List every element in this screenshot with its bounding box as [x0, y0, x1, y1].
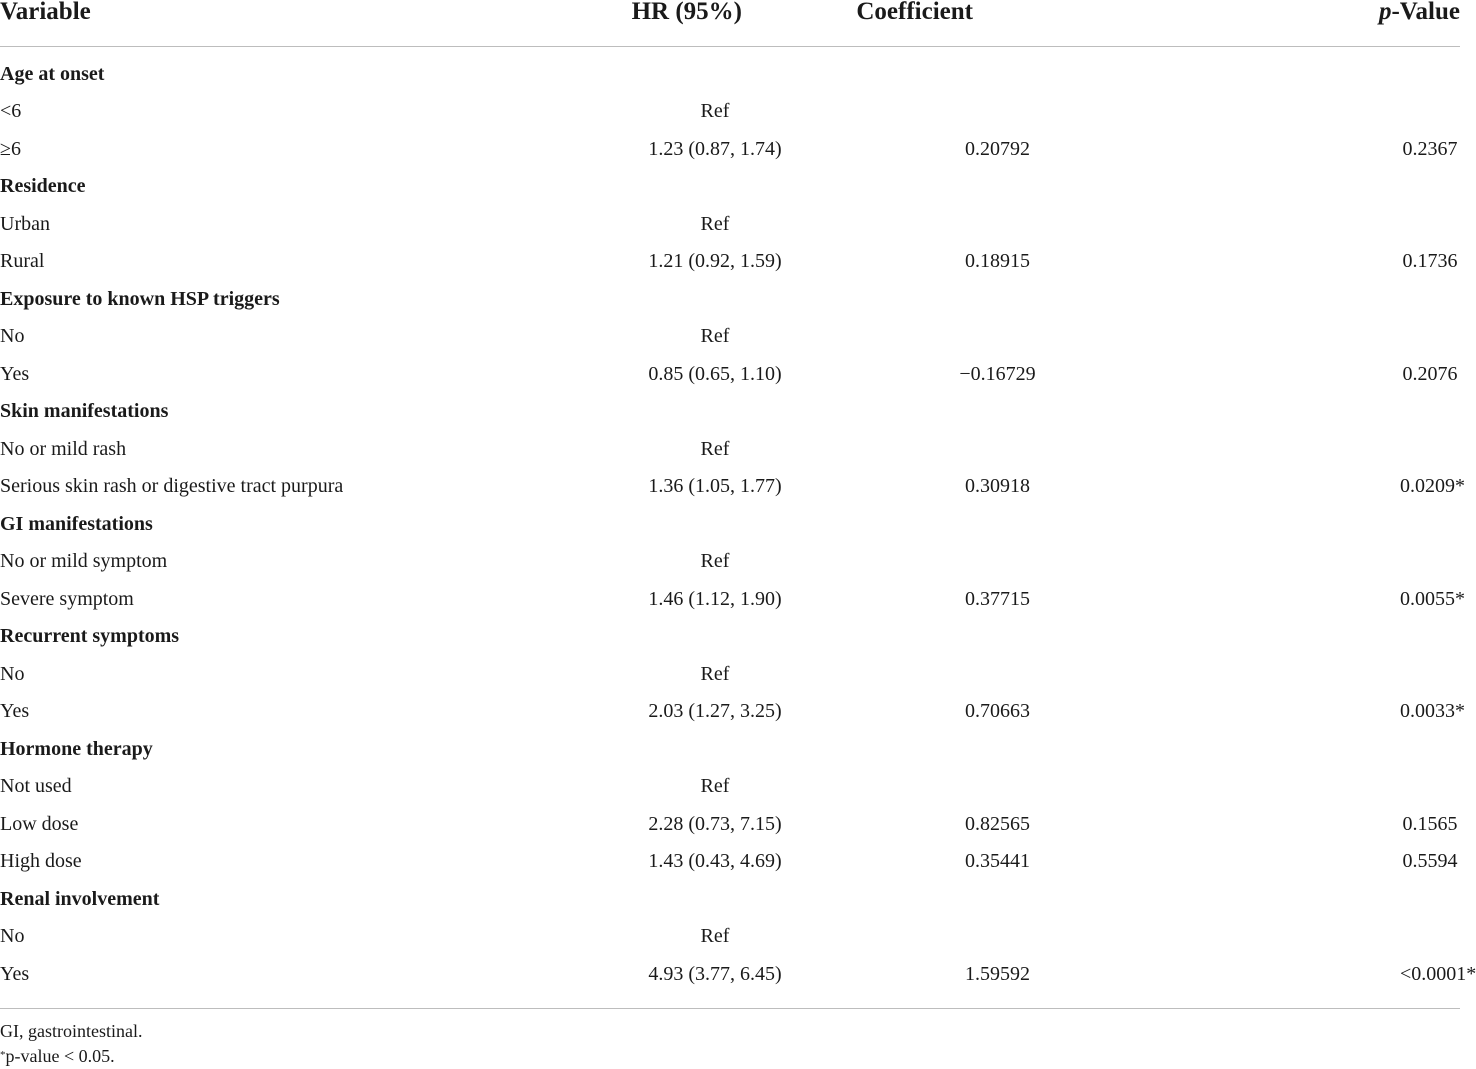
cell-hr [560, 618, 810, 656]
header-p-value [1310, 0, 1460, 47]
header-row [0, 0, 1460, 47]
cell-p-value [1310, 655, 1460, 693]
cell-hr: Ref [700, 775, 730, 798]
cell-hr [560, 880, 810, 918]
cell-hr [560, 280, 810, 318]
table-row [0, 805, 1460, 843]
cell-coefficient [810, 880, 1310, 918]
cell-p-value: 0.2367 [1402, 137, 1458, 160]
table-row [0, 543, 1460, 581]
group-header-row [0, 47, 1460, 93]
cell-variable: Yes [0, 962, 30, 985]
cell-variable: No or mild symptom [0, 550, 168, 573]
cell-coefficient: 0.18915 [965, 250, 1030, 273]
cell-coefficient: 0.37715 [965, 587, 1030, 610]
cell-variable: <6 [0, 100, 22, 123]
cell-coefficient [810, 505, 1310, 543]
cell-coefficient [810, 47, 1310, 93]
cell-coefficient [810, 618, 1310, 656]
cell-p-value [1310, 918, 1460, 956]
group-header-row [0, 393, 1460, 431]
cell-coefficient: 0.70663 [965, 700, 1030, 723]
cell-variable: Renal involvement [0, 887, 160, 910]
cell-p-value [1310, 205, 1460, 243]
cell-coefficient: 1.59592 [965, 962, 1030, 985]
cell-variable: Age at onset [0, 62, 105, 85]
cell-coefficient: 0.20792 [965, 137, 1030, 160]
cell-p-value: 0.5594 [1402, 850, 1458, 873]
cell-variable: Not used [0, 775, 72, 798]
cell-hr: 2.03 (1.27, 3.25) [648, 700, 782, 723]
cell-hr [560, 730, 810, 768]
table-row [0, 768, 1460, 806]
table-row [0, 318, 1460, 356]
table-body [0, 47, 1476, 1007]
cell-coefficient [810, 430, 1310, 468]
table-header [0, 0, 1460, 47]
group-header-row [0, 280, 1460, 318]
footnote-asterisk: * [0, 1049, 6, 1061]
table-footnotes [0, 1019, 142, 1069]
cell-p-value [1310, 168, 1460, 206]
cell-variable: No [0, 925, 25, 948]
cell-hr: Ref [700, 925, 730, 948]
cell-p-value [1310, 730, 1460, 768]
cell-hr [560, 168, 810, 206]
group-header-row [0, 730, 1460, 768]
table-row [0, 468, 1460, 506]
table-row [0, 205, 1460, 243]
cell-hr: Ref [700, 212, 730, 235]
table-row [0, 955, 1460, 1007]
table-row [0, 693, 1460, 731]
cell-variable: Rural [0, 250, 45, 273]
cell-variable: No [0, 662, 25, 685]
cell-p-value: 0.0055* [1400, 587, 1465, 610]
cell-hr: 1.36 (1.05, 1.77) [648, 475, 782, 498]
cell-hr: Ref [700, 550, 730, 573]
cell-coefficient [810, 168, 1310, 206]
cell-coefficient [810, 93, 1310, 131]
cell-p-value [1310, 280, 1460, 318]
cell-variable: Severe symptom [0, 587, 134, 610]
cell-variable: Residence [0, 175, 86, 198]
cell-hr: 1.23 (0.87, 1.74) [648, 137, 782, 160]
table-row [0, 918, 1460, 956]
cell-p-value [1310, 430, 1460, 468]
cell-variable: High dose [0, 850, 82, 873]
cell-variable: Hormone therapy [0, 737, 153, 760]
cell-p-value [1310, 880, 1460, 918]
cell-p-value [1310, 93, 1460, 131]
cell-coefficient: 0.30918 [965, 475, 1030, 498]
cell-p-value: 0.2076 [1402, 362, 1458, 385]
cell-hr [560, 393, 810, 431]
cell-hr: 4.93 (3.77, 6.45) [648, 962, 782, 985]
group-header-row [0, 505, 1460, 543]
cell-coefficient [810, 768, 1310, 806]
table-row [0, 843, 1460, 881]
cell-hr [560, 47, 810, 93]
cell-coefficient: 0.82565 [965, 812, 1030, 835]
cell-p-value [1310, 768, 1460, 806]
cell-variable: Skin manifestations [0, 400, 169, 423]
group-header-row [0, 880, 1460, 918]
cell-variable: Yes [0, 362, 30, 385]
footnote-significance [0, 1044, 142, 1069]
cell-variable: GI manifestations [0, 512, 153, 535]
header-p-rest: -Value [1391, 0, 1460, 25]
cell-coefficient [810, 393, 1310, 431]
cell-variable: No or mild rash [0, 437, 127, 460]
cell-variable: No [0, 325, 25, 348]
cell-p-value [1310, 393, 1460, 431]
cell-hr: 0.85 (0.65, 1.10) [648, 362, 782, 385]
cell-variable: Urban [0, 212, 50, 235]
cell-p-value [1310, 505, 1460, 543]
cell-p-value: 0.1736 [1402, 250, 1458, 273]
cell-variable: Exposure to known HSP triggers [0, 287, 280, 310]
group-header-row [0, 168, 1460, 206]
table-row [0, 130, 1460, 168]
header-coefficient: Coefficient [810, 0, 1310, 47]
cell-hr: Ref [700, 100, 730, 123]
table-row [0, 355, 1460, 393]
cell-p-value: 0.0209* [1400, 475, 1465, 498]
cell-coefficient [810, 730, 1310, 768]
header-p-italic: p [1378, 0, 1392, 25]
cell-hr: 1.46 (1.12, 1.90) [648, 587, 782, 610]
table-bottom-rule [0, 1008, 1460, 1009]
footnote-abbreviation: GI, gastrointestinal. [0, 1021, 143, 1041]
cell-coefficient [810, 655, 1310, 693]
cell-variable: ≥6 [0, 137, 21, 160]
table-row [0, 243, 1460, 281]
cell-p-value [1310, 47, 1460, 93]
cell-coefficient [810, 280, 1310, 318]
cell-coefficient [810, 543, 1310, 581]
cell-coefficient: −0.16729 [959, 362, 1036, 385]
footnote-significance-text: p-value < 0.05. [5, 1046, 115, 1066]
table-row [0, 93, 1460, 131]
cell-p-value: 0.1565 [1402, 812, 1458, 835]
cell-p-value [1310, 318, 1460, 356]
header-variable: Variable [0, 0, 560, 47]
cell-hr [560, 505, 810, 543]
cell-coefficient: 0.35441 [965, 850, 1030, 873]
cell-hr: Ref [700, 662, 730, 685]
cell-variable: Yes [0, 700, 30, 723]
cell-coefficient [810, 205, 1310, 243]
table-row [0, 655, 1460, 693]
cell-coefficient [810, 318, 1310, 356]
cell-p-value [1310, 543, 1460, 581]
cell-variable: Low dose [0, 812, 79, 835]
cell-hr: 1.43 (0.43, 4.69) [648, 850, 782, 873]
cell-p-value: 0.0033* [1400, 700, 1465, 723]
cell-hr: 1.21 (0.92, 1.59) [648, 250, 782, 273]
cell-p-value [1310, 618, 1460, 656]
table-row [0, 580, 1460, 618]
cell-hr: Ref [700, 325, 730, 348]
cell-variable: Serious skin rash or digestive tract purpura [0, 475, 344, 498]
cell-hr: 2.28 (0.73, 7.15) [648, 812, 782, 835]
header-hr: HR (95%) [560, 0, 810, 47]
cell-p-value: <0.0001* [1400, 962, 1476, 985]
group-header-row [0, 618, 1460, 656]
cell-coefficient [810, 918, 1310, 956]
table-row [0, 430, 1460, 468]
cell-hr: Ref [700, 437, 730, 460]
cell-variable: Recurrent symptoms [0, 625, 180, 648]
